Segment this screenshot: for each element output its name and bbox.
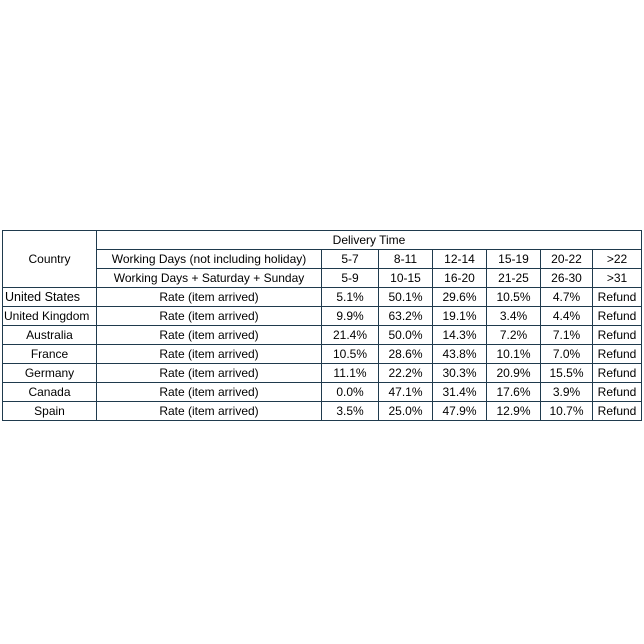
rate-cell: 20.9% xyxy=(487,364,541,383)
rate-cell: Refund xyxy=(593,364,642,383)
country-cell: France xyxy=(3,345,97,364)
rate-cell: 11.1% xyxy=(322,364,379,383)
table-row xyxy=(3,345,642,364)
rate-cell: Refund xyxy=(593,307,642,326)
rate-cell: 50.0% xyxy=(379,326,433,345)
delivery-time-header: Delivery Time xyxy=(97,231,642,250)
rate-cell: 47.9% xyxy=(433,402,487,421)
rate-cell: 4.7% xyxy=(541,288,593,307)
rate-cell: 7.1% xyxy=(541,326,593,345)
metric-cell: Rate (item arrived) xyxy=(97,402,322,421)
all-day-range: >31 xyxy=(593,269,642,288)
metric-cell: Rate (item arrived) xyxy=(97,364,322,383)
rate-cell: Refund xyxy=(593,326,642,345)
rate-cell: 10.5% xyxy=(487,288,541,307)
header-row-all-days xyxy=(3,269,642,288)
rate-cell: 30.3% xyxy=(433,364,487,383)
rate-cell: 50.1% xyxy=(379,288,433,307)
metric-cell: Rate (item arrived) xyxy=(97,383,322,402)
all-day-range: 10-15 xyxy=(379,269,433,288)
all-day-range: 26-30 xyxy=(541,269,593,288)
metric-cell: Rate (item arrived) xyxy=(97,307,322,326)
rate-cell: 12.9% xyxy=(487,402,541,421)
table-row xyxy=(3,364,642,383)
table-row xyxy=(3,326,642,345)
working-days-label: Working Days (not including holiday) xyxy=(97,250,322,269)
all-day-range: 5-9 xyxy=(322,269,379,288)
country-header: Country xyxy=(3,231,97,288)
working-day-range: 15-19 xyxy=(487,250,541,269)
metric-cell: Rate (item arrived) xyxy=(97,288,322,307)
country-cell: Germany xyxy=(3,364,97,383)
rate-cell: Refund xyxy=(593,383,642,402)
rate-cell: 17.6% xyxy=(487,383,541,402)
all-day-range: 16-20 xyxy=(433,269,487,288)
header-row-working-days xyxy=(3,250,642,269)
rate-cell: 28.6% xyxy=(379,345,433,364)
rate-cell: 4.4% xyxy=(541,307,593,326)
rate-cell: 5.1% xyxy=(322,288,379,307)
country-cell: Spain xyxy=(3,402,97,421)
rate-cell: 10.5% xyxy=(322,345,379,364)
rate-cell: 9.9% xyxy=(322,307,379,326)
rate-cell: 29.6% xyxy=(433,288,487,307)
rate-cell: 25.0% xyxy=(379,402,433,421)
table-row xyxy=(3,307,642,326)
rate-cell: 3.9% xyxy=(541,383,593,402)
rate-cell: 0.0% xyxy=(322,383,379,402)
rate-cell: Refund xyxy=(593,345,642,364)
rate-cell: 7.2% xyxy=(487,326,541,345)
metric-cell: Rate (item arrived) xyxy=(97,345,322,364)
header-row-delivery-time xyxy=(3,231,642,250)
country-cell: Australia xyxy=(3,326,97,345)
working-day-range: >22 xyxy=(593,250,642,269)
rate-cell: 10.1% xyxy=(487,345,541,364)
working-day-range: 8-11 xyxy=(379,250,433,269)
rate-cell: 21.4% xyxy=(322,326,379,345)
country-cell: United States xyxy=(3,288,97,307)
rate-cell: 10.7% xyxy=(541,402,593,421)
delivery-time-table xyxy=(2,230,642,421)
rate-cell: 19.1% xyxy=(433,307,487,326)
rate-cell: Refund xyxy=(593,288,642,307)
rate-cell: 14.3% xyxy=(433,326,487,345)
metric-cell: Rate (item arrived) xyxy=(97,326,322,345)
rate-cell: 22.2% xyxy=(379,364,433,383)
rate-cell: 47.1% xyxy=(379,383,433,402)
rate-cell: 31.4% xyxy=(433,383,487,402)
rate-cell: Refund xyxy=(593,402,642,421)
all-days-label: Working Days + Saturday + Sunday xyxy=(97,269,322,288)
rate-cell: 3.4% xyxy=(487,307,541,326)
country-cell: Canada xyxy=(3,383,97,402)
country-cell: United Kingdom xyxy=(3,307,97,326)
working-day-range: 20-22 xyxy=(541,250,593,269)
all-day-range: 21-25 xyxy=(487,269,541,288)
rate-cell: 63.2% xyxy=(379,307,433,326)
table-row xyxy=(3,383,642,402)
rate-cell: 7.0% xyxy=(541,345,593,364)
working-day-range: 12-14 xyxy=(433,250,487,269)
rate-cell: 43.8% xyxy=(433,345,487,364)
working-day-range: 5-7 xyxy=(322,250,379,269)
rate-cell: 3.5% xyxy=(322,402,379,421)
table-row xyxy=(3,402,642,421)
table-row xyxy=(3,288,642,307)
rate-cell: 15.5% xyxy=(541,364,593,383)
